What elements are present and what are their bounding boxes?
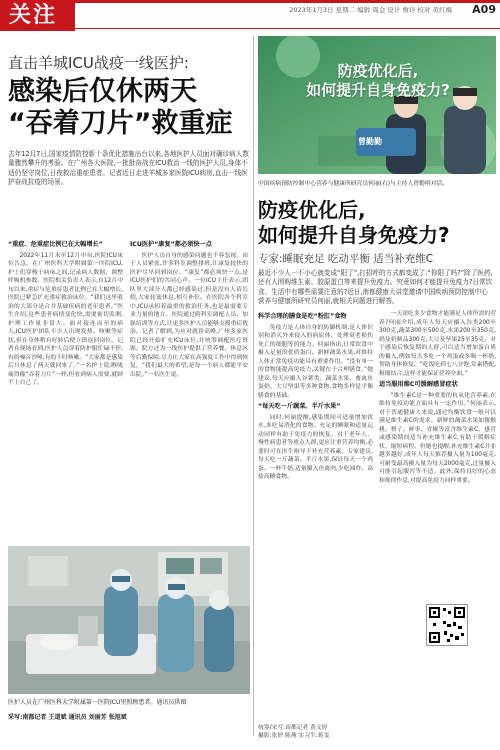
feature-subtitle: 专家:睡眠充足 吃动平衡 适当补充维C <box>258 253 434 265</box>
banner-caption: 中国疾病预防控制中心营养与健康所研究员何丽(右)与主持人曾勤明对话。 <box>258 181 449 187</box>
feature-title-line2: 如何提升自身免疫力? <box>258 223 450 247</box>
feature-editor-credits: 统筹/采写:南都记者 黄文婷 摄影:张婷 陈燕 实习生:蒋雯 <box>258 725 330 739</box>
feature-lead: 最近不少人一不小心就变成“阳了”,打招呼的方式都变成了:“你阳了吗?”除了医药,还有人围购维生素、胶原蛋白等来提升免疫力。究竟如何才能提升免疫力?日常饮食、生活中有哪些需要注意的?近日,南都健康大讲堂邀请中国疾病预防控制中心营养与健康所研究员何丽,就相关问题进行解答。 <box>258 269 493 306</box>
story-lead: 去年12月7日,国家疫情防控新十条优化措施出台以来,各地医护人员面对确诊病人数量骤然攀升的考验。在广州各大医院,一批批奋战在ICU救治一线的医护人员,身体不适仍坚守岗位,日夜救治重症患者。记者近日走进羊城多家医院ICU病房,直击一线医护奋战抗疫的场景。 <box>8 150 249 187</box>
feature-title-line1: 防疫优化后, <box>258 198 366 222</box>
column-separator <box>253 36 254 736</box>
health-talk-banner <box>258 36 496 174</box>
banner-title <box>288 62 468 100</box>
story-column-2 <box>130 238 248 543</box>
feature-column-4-text: “维生素C是一种重要的抗氧化营养素,在维持免疫功能方面具有一定作用。”何丽表示,对于普通健康人来说,通过均衡饮食一般可以满足维生素C的需求。新鲜的蔬菜水果如猕猴桃、橙子、鲜枣、青椒等富含维生素C。感冒或感染期间适当补充维生素C,有助于缓解症状、缩短病程。但她也提醒,补充维生素C并非越多越好,成年人每天推荐摄入量为100毫克,可耐受最高摄入量为每天2000毫克,过量摄入可能引起腹泻等不适。此外,保持良好的心态和规律作息,对提高免疫力同样重要。 <box>379 392 496 484</box>
feature-column-2 <box>379 310 496 602</box>
feature-subhead-3: 适当服用维C可缓解感冒症状 <box>379 381 458 388</box>
feature-subhead-2: “每天吃一斤蔬菜、半斤水果” <box>258 403 341 410</box>
banner-title-line2: 如何提升自身免疫力? <box>306 81 450 99</box>
page-header <box>0 0 500 32</box>
story-column-1-text: 2022年11月末至12月中旬,医院ICU床位告急。在广州医科大学附属第一医院ICU,护士们穿梭于病床之间,记录病人数据、调整呼吸机参数。医院相关负责人表示,自12月中旬以来,重症与危重症患者比例已在大幅增长,医院已紧急扩充重症救治床位。“我们这里收治的大部分是合并基础疾病的老年患者。”医生介绍,这些患者病情变化快,需要密切监测,护理工作量非常大。面对接连而至的病人,ICU医护团队不少人出现发热、咳嗽等症状,但在身体稍有好转后便立即返回岗位。记者在现场看到,医护人员穿着防护服忙碌不停,有的嗓音沙哑,有的不时咳嗽。“大家都是感染后只休息了两天就回来了。”一名护士说,喉咙痛得像“吞着刀片”一样,但看到病人需要,就顾不上自己了。 <box>8 252 123 386</box>
story-title <box>8 76 248 140</box>
feature-subhead-1: 科学合理的膳食是吃“粉肛”食物 <box>258 313 347 320</box>
banner-person-name: 曾勤勤 <box>358 137 382 146</box>
story-column-1 <box>8 238 123 543</box>
feature-title <box>258 198 498 248</box>
story-subhead-1: “重症、危重症比例已在大幅增长” <box>8 241 103 248</box>
story-subhead-2: ICU医护“康复”都必须快一点 <box>130 241 212 248</box>
story-column-2-text: 医护人员自身的感染问题也不容忽视。由于人员紧张,许多科室调整排班,让康复较快的医护尽早回到岗位。“康复”都必须快一点,是ICU医护们的共同心声。一位ICU主任表示,团队里大部分人都已经感染过,但是没有人请长假,大家轮流休息,相互补位。在医院各个科室中,ICU承担着最重的救治任务,也是最需要专业力量的地方。医院通过跨科室调配人员、加强培训等方式,让更多医护人员能够支援重症救治。记者了解到,为应对就诊高峰,广州多家医院已经开始扩充ICU床位,并统筹调配医疗资源。院方还为一线医护提供了营养餐、休息区等后勤保障,尽力让大家在高强度工作中得到恢复。“我们最大的希望,是每一个病人都能平安出院。”一名医生说。 <box>130 252 248 378</box>
banner-title-line1: 防疫优化后, <box>337 62 419 80</box>
header-meta: 2023年1月3日 星期二 编辑 周金 设计 詹玲 校对 黄红梅 <box>289 6 452 14</box>
feature-column-3-text: 一天需吃多少食物才能满足人体所需的营养?何丽介绍,成年人每天应摄入谷类200至300克,蔬菜300至500克,水果200至350克,奶及奶制品300克,大豆及坚果25至35克。对于感染后恢复期的人群,可以适当增加蛋白质的摄入,例如每天多吃一个鸡蛋或多喝一杯奶,帮助身体修复。“吃饭吃到七八分饱,荤素搭配,粗细结合,这样才能保证营养全面。” <box>379 311 496 377</box>
story-title-line1: 感染后仅休两天 <box>8 76 197 107</box>
icu-photo <box>8 546 250 694</box>
story-kicker: 直击羊城ICU战疫一线医护: <box>8 54 189 72</box>
section-label: 关注 <box>0 0 75 31</box>
feature-column-2-text: 同时,何丽提醒,感染期间可适量增加饮水,多吃易消化的食物。充足的睡眠和适量运动同样有助于免疫力的恢复。对于老年人、慢性病患者等重点人群,更应注重营养均衡,必要时可在医生指导下补充营养素。专家建议,每天吃一斤蔬菜、半斤水果,保证每天一个鸡蛋、一杯牛奶,适量摄入鱼禽肉,少吃油炸、高盐高糖食物。 <box>258 414 373 480</box>
qr-code <box>426 604 468 646</box>
feature-column-1-text: 免疫力是人体自身的防御机制,是人体识别和消灭外来侵入的病原体、处理衰老损伤死亡的细胞等的能力。何丽指出,日常饮食中摄入足量的优质蛋白、新鲜蔬菜水果,对维持人体正常免疫功能具有重要作用。“没有单一的食物能提高免疫力,关键在于合理膳食。”她建议,每天应摄入谷薯类、蔬菜水果、畜禽鱼蛋奶、大豆坚果等多种食物,食物多样是平衡膳食的基础。 <box>258 324 373 399</box>
page-number: A09 <box>472 3 496 16</box>
icu-photo-caption: 医护人员在广州医科大学附属第一医院ICU里照顾患者。通讯员供图 <box>8 699 187 706</box>
story-credits: 采写:南都记者 王道斌 通讯员 刘丽芳 张旭斌 <box>8 714 127 721</box>
header-rule <box>75 0 500 3</box>
header-bottom-rule <box>75 28 500 29</box>
story-title-line2: “吞着刀片”救重症 <box>8 108 233 139</box>
feature-column-1 <box>258 310 373 718</box>
